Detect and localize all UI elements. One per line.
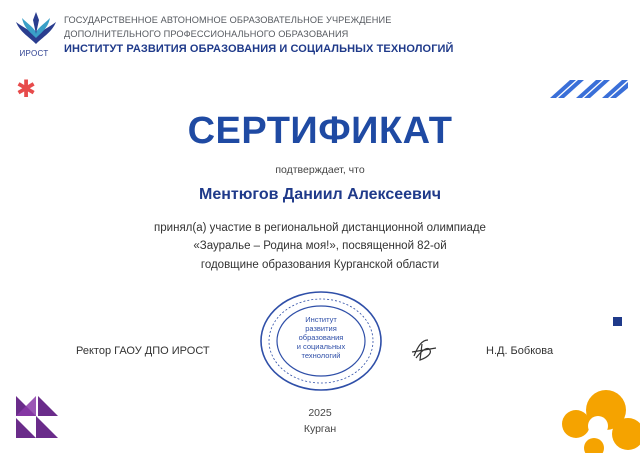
certificate-title: СЕРТИФИКАТ xyxy=(187,110,453,152)
svg-text:Институт: Институт xyxy=(305,315,337,324)
logo-text: ИРОСТ xyxy=(19,49,49,58)
rector-title: Ректор ГАОУ ДПО ИРОСТ xyxy=(76,345,210,357)
header-line-2: ДОПОЛНИТЕЛЬНОГО ПРОФЕССИОНАЛЬНОГО ОБРАЗОВАНИЯ xyxy=(64,29,349,39)
certificate-year: 2025 xyxy=(308,407,332,419)
recipient-name: Ментюгов Даниил Алексеевич xyxy=(199,186,441,203)
asterisk-decoration-icon: ✱ xyxy=(16,76,37,103)
triangles-decoration-icon xyxy=(16,396,58,438)
body-line-2: «Зауралье – Родина моя!», посвященной 82-ой xyxy=(193,240,447,252)
square-decoration-icon xyxy=(613,317,622,326)
signature-icon xyxy=(408,336,442,364)
certificate-city: Курган xyxy=(303,423,337,435)
svg-text:образования: образования xyxy=(298,333,344,342)
svg-text:технологий: технологий xyxy=(301,351,341,360)
header-line-1: ГОСУДАРСТВЕННОЕ АВТОНОМНОЕ ОБРАЗОВАТЕЛЬНОЕ УЧРЕЖДЕНИЕ xyxy=(64,15,392,25)
official-stamp-icon xyxy=(256,288,386,394)
signer-name: Н.Д. Бобкова xyxy=(486,345,554,357)
svg-text:развития: развития xyxy=(305,324,337,333)
circles-decoration-icon xyxy=(558,388,640,453)
body-line-1: принял(а) участие в региональной дистанционной олимпиаде xyxy=(154,222,486,234)
svg-text:и социальных: и социальных xyxy=(296,342,346,351)
institute-name: ИНСТИТУТ РАЗВИТИЯ ОБРАЗОВАНИЯ И СОЦИАЛЬНЫХ ТЕХНОЛОГИЙ xyxy=(64,43,454,55)
confirms-text: подтверждает, что xyxy=(275,164,365,176)
body-line-3: годовщине образования Курганской области xyxy=(200,259,440,271)
stripes-decoration-icon xyxy=(550,80,628,98)
